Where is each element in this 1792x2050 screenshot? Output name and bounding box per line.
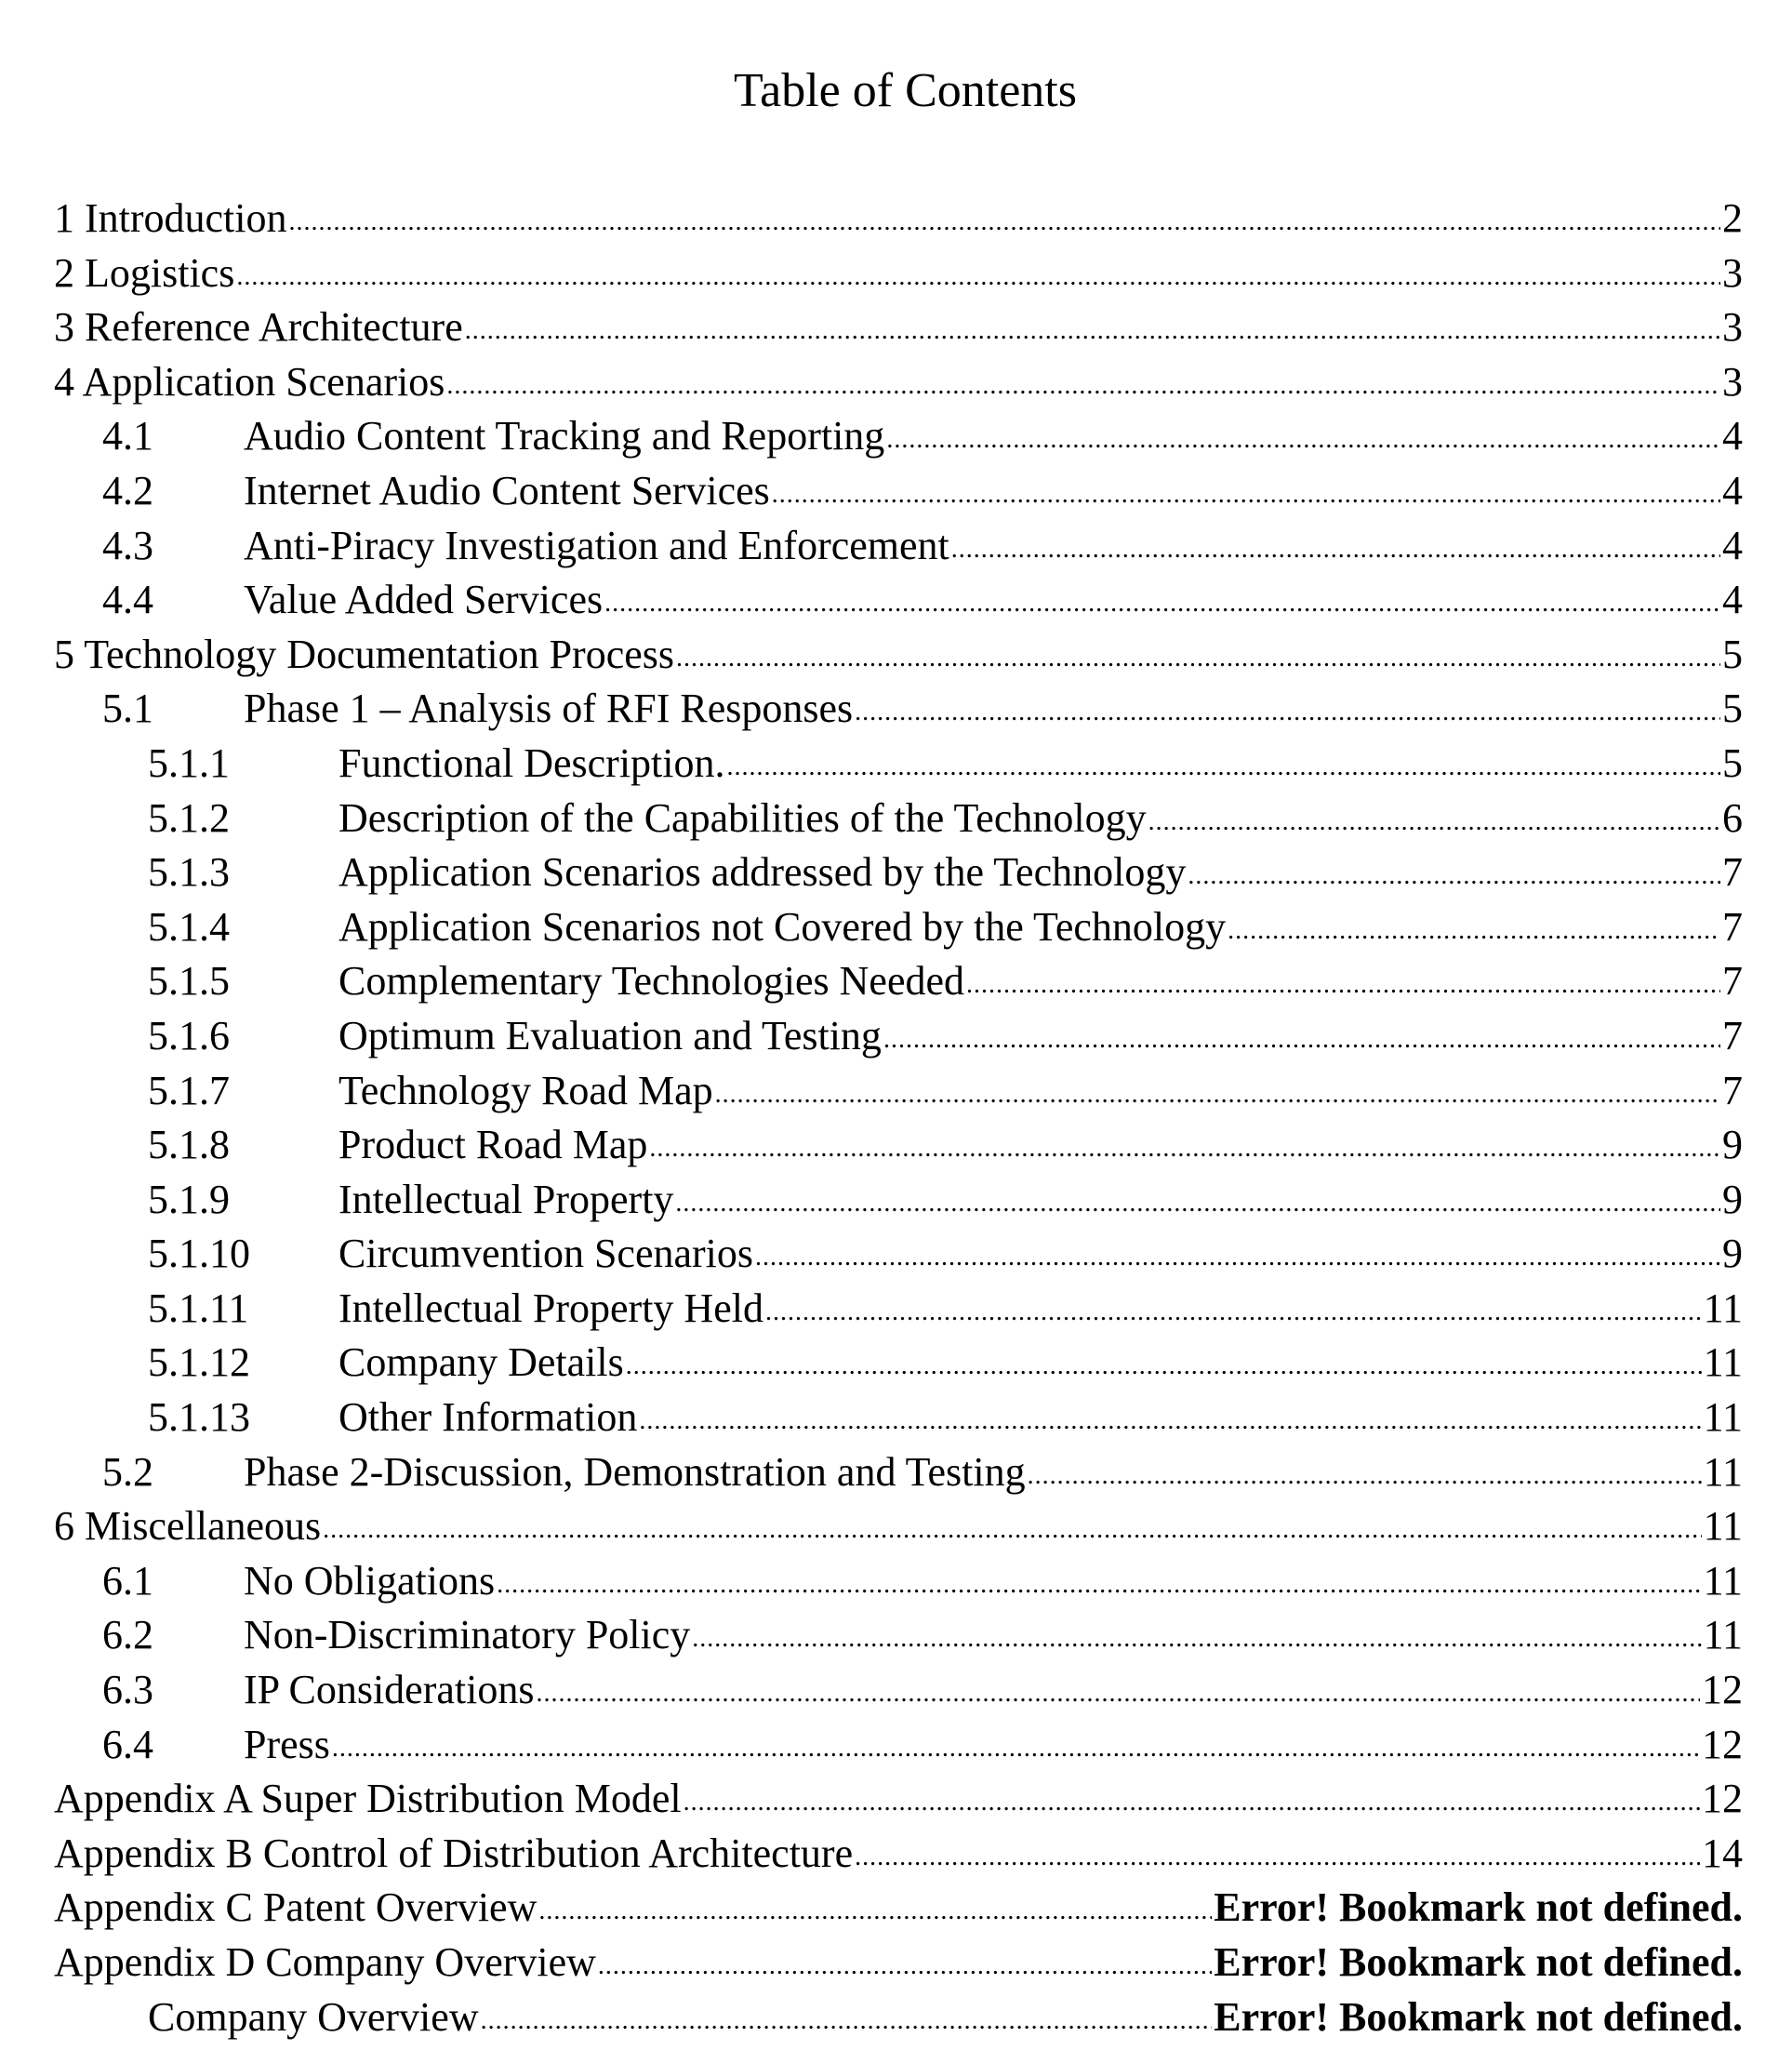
- toc-entry-label: [54, 303, 463, 351]
- toc-entry[interactable]: [54, 1717, 1743, 1772]
- toc-entry-label: Technology Road Map: [338, 1067, 713, 1114]
- toc-entry-label: Internet Audio Content Services: [244, 467, 770, 514]
- toc-entry-label: IP Considerations: [244, 1666, 534, 1713]
- toc-entry-number: 5.1.12: [148, 1338, 338, 1386]
- toc-entry-label: Phase 1 – Analysis of RFI Responses: [244, 685, 853, 732]
- toc-entry-number: 5.1.1: [148, 739, 338, 787]
- toc-entry-number: 1: [54, 195, 74, 241]
- page-number: 7: [1722, 903, 1743, 951]
- toc-entry-number: 5: [54, 632, 74, 677]
- toc-entry-text: Reference Architecture: [85, 304, 463, 350]
- toc-entry-label: Audio Content Tracking and Reporting: [244, 412, 884, 459]
- toc-entry-label: Anti-Piracy Investigation and Enforcement: [244, 522, 949, 569]
- bookmark-error: Error! Bookmark not defined.: [1214, 1884, 1743, 1931]
- toc-entry[interactable]: [54, 953, 1743, 1008]
- toc-entry[interactable]: [54, 627, 1743, 682]
- dot-leader: [639, 1390, 1701, 1431]
- toc-entry-number: Appendix A: [54, 1776, 250, 1821]
- toc-entry-label: Functional Description.: [338, 739, 725, 787]
- dot-leader: [1028, 1444, 1702, 1485]
- dot-leader: [481, 1990, 1213, 2030]
- toc-entry[interactable]: [54, 1880, 1743, 1935]
- toc-entry-text: Technology Documentation Process: [84, 632, 674, 677]
- toc-entry-label: [54, 1830, 853, 1877]
- toc-entry[interactable]: [54, 191, 1743, 246]
- toc-entry-label: Other Information: [338, 1393, 637, 1441]
- toc-entry[interactable]: [54, 354, 1743, 409]
- dot-leader: [772, 463, 1720, 504]
- toc-entry[interactable]: [54, 1498, 1743, 1553]
- toc-entry[interactable]: [54, 791, 1743, 845]
- dot-leader: [536, 1662, 1700, 1703]
- toc-entry-number: 5.1.8: [148, 1121, 338, 1168]
- page-number: 3: [1722, 303, 1743, 351]
- toc-entry-label: Intellectual Property: [338, 1176, 673, 1223]
- toc-entry-number: 4.1: [102, 412, 244, 459]
- page-title: Table of Contents: [0, 63, 1792, 118]
- toc-entry-text: Super Distribution Model: [260, 1776, 681, 1821]
- dot-leader: [465, 300, 1720, 340]
- page-number: 3: [1722, 249, 1743, 297]
- toc-entry[interactable]: [54, 1553, 1743, 1608]
- toc-entry[interactable]: [54, 463, 1743, 518]
- toc-entry-number: 3: [54, 304, 74, 350]
- toc-entry-number: 6: [54, 1503, 74, 1549]
- dot-leader: [883, 1008, 1720, 1049]
- toc-entry-label: Non-Discriminatory Policy: [244, 1611, 690, 1658]
- toc-entry[interactable]: [54, 1990, 1743, 2044]
- dot-leader: [855, 681, 1720, 722]
- bookmark-error: Error! Bookmark not defined.: [1214, 1938, 1743, 1986]
- toc-entry-number: 4.3: [102, 522, 244, 569]
- toc-entry-label: No Obligations: [244, 1557, 495, 1604]
- dot-leader: [692, 1607, 1701, 1648]
- toc-entry-number: 5.1.4: [148, 903, 338, 951]
- page-number: 11: [1704, 1285, 1743, 1332]
- dot-leader: [649, 1117, 1720, 1158]
- dot-leader: [715, 1063, 1720, 1104]
- toc-entry-number: 6.3: [102, 1666, 244, 1713]
- dot-leader: [538, 1880, 1212, 1921]
- toc-entry[interactable]: [54, 572, 1743, 627]
- toc-entry-number: 5.1.3: [148, 848, 338, 896]
- toc-entry-text: Company Overview: [265, 1939, 596, 1985]
- page-number: 7: [1722, 957, 1743, 1005]
- page-number: 7: [1722, 1012, 1743, 1059]
- page-number: 12: [1702, 1775, 1743, 1822]
- bookmark-error: Error! Bookmark not defined.: [1214, 1993, 1743, 2041]
- toc-entry-number: 4.4: [102, 576, 244, 623]
- toc-entry-label: [54, 1502, 321, 1550]
- table-of-contents: [54, 191, 1743, 2043]
- toc-entry[interactable]: [54, 1826, 1743, 1881]
- page-number: 11: [1704, 1338, 1743, 1386]
- toc-entry[interactable]: [54, 1172, 1743, 1227]
- toc-entry[interactable]: [54, 1008, 1743, 1063]
- page-number: 4: [1722, 522, 1743, 569]
- toc-entry-label: Value Added Services: [244, 576, 603, 623]
- toc-entry[interactable]: [54, 1063, 1743, 1118]
- page-number: 7: [1722, 848, 1743, 896]
- toc-entry-number: Appendix D: [54, 1939, 255, 1985]
- toc-entry-number: 5.1.6: [148, 1012, 338, 1059]
- toc-entry-text: Logistics: [85, 250, 234, 296]
- toc-entry-text: Application Scenarios: [83, 359, 445, 405]
- page-number: 9: [1722, 1230, 1743, 1277]
- dot-leader: [626, 1335, 1702, 1376]
- page-number: 11: [1704, 1557, 1743, 1604]
- page-number: 4: [1722, 467, 1743, 514]
- page-number: 5: [1722, 685, 1743, 732]
- toc-entry[interactable]: [54, 1607, 1743, 1662]
- page-number: 12: [1702, 1721, 1743, 1768]
- toc-entry[interactable]: [54, 1444, 1743, 1499]
- toc-entry-label: Product Road Map: [338, 1121, 647, 1168]
- page-number: 9: [1722, 1121, 1743, 1168]
- toc-entry[interactable]: [54, 518, 1743, 573]
- toc-entry-number: 5.1.13: [148, 1393, 338, 1441]
- toc-entry[interactable]: [54, 246, 1743, 300]
- dot-leader: [1148, 791, 1720, 832]
- toc-entry-label: [148, 1993, 479, 2041]
- toc-entry-label: Phase 2-Discussion, Demonstration and Testing: [244, 1448, 1026, 1496]
- page-number: 3: [1722, 358, 1743, 406]
- toc-entry-text: Patent Overview: [263, 1884, 537, 1930]
- page-number: 5: [1722, 631, 1743, 678]
- toc-entry-number: 5.1: [102, 685, 244, 732]
- toc-entry-number: 5.2: [102, 1448, 244, 1496]
- toc-entry-text: Company Overview: [148, 1994, 479, 2040]
- dot-leader: [598, 1935, 1212, 1976]
- dot-leader: [765, 1281, 1702, 1322]
- toc-entry[interactable]: [54, 845, 1743, 899]
- toc-entry-label: Description of the Capabilities of the Technology: [338, 794, 1147, 842]
- toc-entry-label: [54, 1775, 682, 1822]
- dot-leader: [755, 1226, 1720, 1267]
- page-number: 12: [1702, 1666, 1743, 1713]
- toc-entry-number: Appendix B: [54, 1830, 253, 1876]
- toc-entry-text: Miscellaneous: [85, 1503, 321, 1549]
- toc-entry-label: [54, 194, 287, 242]
- page-number: 2: [1722, 194, 1743, 242]
- dot-leader: [855, 1826, 1700, 1867]
- page-number: 11: [1704, 1611, 1743, 1658]
- page-number: 11: [1704, 1502, 1743, 1550]
- toc-entry-number: Appendix C: [54, 1884, 253, 1930]
- toc-entry[interactable]: [54, 1771, 1743, 1826]
- toc-entry-label: [54, 249, 234, 297]
- toc-entry-label: [54, 631, 674, 678]
- toc-entry-number: 2: [54, 250, 74, 296]
- dot-leader: [684, 1771, 1700, 1812]
- toc-entry-number: 6.1: [102, 1557, 244, 1604]
- toc-entry[interactable]: [54, 1935, 1743, 1990]
- toc-entry[interactable]: [54, 1335, 1743, 1390]
- toc-entry-label: Complementary Technologies Needed: [338, 957, 964, 1005]
- dot-leader: [727, 736, 1721, 777]
- dot-leader: [951, 518, 1720, 559]
- toc-entry-number: 5.1.2: [148, 794, 338, 842]
- toc-entry[interactable]: [54, 736, 1743, 791]
- page-number: 7: [1722, 1067, 1743, 1114]
- toc-entry-text: Introduction: [85, 195, 287, 241]
- dot-leader: [966, 953, 1720, 994]
- toc-entry-number: 5.1.10: [148, 1230, 338, 1277]
- page-number: 9: [1722, 1176, 1743, 1223]
- toc-entry-number: 4: [54, 359, 74, 405]
- toc-entry-number: 5.1.11: [148, 1285, 338, 1332]
- toc-entry-number: 6.4: [102, 1721, 244, 1768]
- toc-entry[interactable]: [54, 1226, 1743, 1281]
- toc-entry[interactable]: [54, 408, 1743, 463]
- toc-entry[interactable]: [54, 1117, 1743, 1172]
- toc-entry-text: Control of Distribution Architecture: [263, 1830, 853, 1876]
- dot-leader: [1228, 899, 1720, 940]
- toc-entry-number: 6.2: [102, 1611, 244, 1658]
- dot-leader: [446, 354, 1720, 395]
- toc-entry-label: [54, 358, 445, 406]
- dot-leader: [289, 191, 1720, 232]
- page-number: 6: [1722, 794, 1743, 842]
- toc-entry-label: Application Scenarios addressed by the Technology: [338, 848, 1186, 896]
- dot-leader: [676, 627, 1720, 668]
- toc-entry-label: Intellectual Property Held: [338, 1285, 763, 1332]
- dot-leader: [886, 408, 1720, 449]
- toc-entry-number: 5.1.9: [148, 1176, 338, 1223]
- toc-entry[interactable]: [54, 1281, 1743, 1336]
- toc-entry-number: 5.1.5: [148, 957, 338, 1005]
- toc-entry-label: Company Details: [338, 1338, 624, 1386]
- toc-entry[interactable]: [54, 1390, 1743, 1444]
- dot-leader: [1188, 845, 1720, 885]
- toc-entry[interactable]: [54, 681, 1743, 736]
- toc-entry-label: Circumvention Scenarios: [338, 1230, 753, 1277]
- dot-leader: [332, 1717, 1700, 1758]
- toc-entry-label: [54, 1938, 596, 1986]
- toc-entry-label: Application Scenarios not Covered by the Technology: [338, 903, 1226, 951]
- toc-entry-label: Optimum Evaluation and Testing: [338, 1012, 882, 1059]
- page-number: 14: [1702, 1830, 1743, 1877]
- toc-entry[interactable]: [54, 899, 1743, 954]
- toc-entry[interactable]: [54, 1662, 1743, 1717]
- toc-entry[interactable]: [54, 300, 1743, 354]
- page-number: 11: [1704, 1393, 1743, 1441]
- dot-leader: [604, 572, 1720, 613]
- toc-entry-number: 5.1.7: [148, 1067, 338, 1114]
- page-number: 11: [1704, 1448, 1743, 1496]
- toc-entry-number: 4.2: [102, 467, 244, 514]
- toc-entry-label: [54, 1884, 537, 1931]
- page-number: 5: [1722, 739, 1743, 787]
- page-number: 4: [1722, 412, 1743, 459]
- dot-leader: [236, 246, 1720, 286]
- dot-leader: [497, 1553, 1702, 1594]
- dot-leader: [675, 1172, 1720, 1213]
- page-number: 4: [1722, 576, 1743, 623]
- dot-leader: [323, 1498, 1701, 1539]
- toc-entry-label: Press: [244, 1721, 330, 1768]
